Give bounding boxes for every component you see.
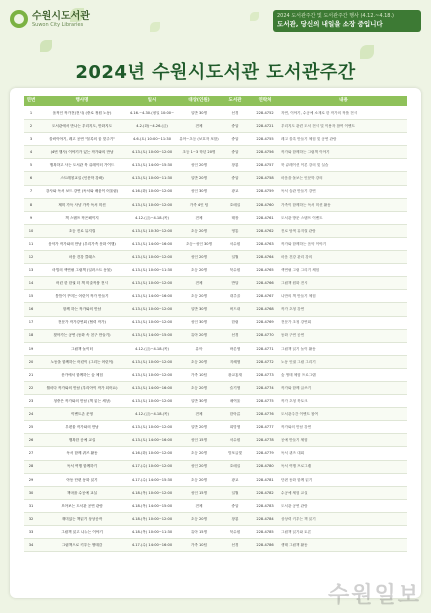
event-target: 초등 20명 bbox=[190, 268, 208, 273]
event-description: 도서관주간 이벤트 참여 bbox=[281, 412, 318, 417]
event-datetime: 4.13.(토) 10:00~12:00 bbox=[131, 281, 173, 286]
event-name: 그림책 읽고 나누는 이야기 bbox=[61, 529, 103, 534]
row-number: 11 bbox=[28, 241, 34, 246]
table-row bbox=[24, 238, 407, 251]
event-library: 북수원 bbox=[229, 529, 241, 534]
event-target: 가족 10팀 bbox=[190, 372, 208, 377]
event-description: 동화 구연 공연 bbox=[281, 333, 305, 338]
table-row bbox=[24, 317, 407, 330]
event-target: 성인 20명 bbox=[190, 254, 208, 259]
event-description: 나만의 책 만들기 체험 bbox=[281, 294, 316, 299]
event-datetime: 4.18.(목) 10:00~12:00 bbox=[131, 490, 173, 495]
event-name: 행복한 공예 교실 bbox=[68, 438, 96, 443]
event-contact: 228-4752 bbox=[256, 110, 274, 115]
event-contact: 228-4762 bbox=[256, 228, 274, 233]
event-datetime: 4.16.~4.30.(평일 10:00~ bbox=[129, 110, 175, 115]
column-header-library: 도서관 bbox=[228, 98, 242, 103]
event-description: 북 큐레이션 이론 강의 및 실습 bbox=[281, 163, 329, 168]
row-number: 30 bbox=[28, 490, 34, 495]
event-target: 성인 30명 bbox=[190, 189, 208, 194]
event-library: 바른샘 bbox=[229, 346, 241, 351]
event-library: 선경 bbox=[231, 333, 239, 338]
event-target: 성인 20명 bbox=[190, 464, 208, 469]
event-description: 작가와의 만남 강연 bbox=[281, 425, 312, 430]
row-number: 34 bbox=[28, 542, 34, 547]
event-name: 제미 가득 사냥 가족 독서 미션 bbox=[58, 202, 106, 207]
event-library: 북수원 bbox=[229, 268, 241, 273]
event-datetime: 4.13.(토) 10:00~11:30 bbox=[131, 268, 173, 273]
event-description: 작가와 함께 글쓰기 bbox=[281, 385, 312, 390]
event-contact: 228-4763 bbox=[256, 241, 274, 246]
event-target: 일반 30명 bbox=[190, 110, 208, 115]
table-row bbox=[24, 212, 407, 225]
event-description: 그림책 읽기 놀이 활동 bbox=[281, 346, 316, 351]
row-number: 23 bbox=[28, 398, 34, 403]
event-contact: 228-4778 bbox=[256, 438, 274, 443]
row-number: 10 bbox=[28, 228, 34, 233]
event-target: 전체 bbox=[195, 123, 203, 128]
event-library: 광교홍재 bbox=[228, 372, 242, 377]
event-description: 마음 건강 관리 강의 bbox=[281, 254, 313, 259]
table-row bbox=[24, 487, 407, 500]
event-contact: 228-4764 bbox=[256, 254, 274, 259]
event-library: 서수원 bbox=[229, 241, 241, 246]
table-row bbox=[24, 303, 407, 316]
event-target: 유아~초등 (보호자 포함) bbox=[179, 137, 219, 142]
column-header-target: 대상(인원) bbox=[188, 98, 210, 103]
logo-subtext: Suwon City Libraries bbox=[32, 21, 84, 28]
event-name: 독서 함께 퀴즈 활동 bbox=[66, 451, 98, 456]
event-name: 마법의 색연필 그림책 (일러스트 동물) bbox=[52, 268, 112, 273]
logo-text: 수원시도서관 bbox=[32, 10, 90, 22]
event-name: 마음 건강 클래스 bbox=[68, 254, 96, 259]
table-row bbox=[24, 447, 407, 460]
event-library: 일월 bbox=[231, 254, 239, 259]
event-datetime: 4.13.(토) 10:00~12:00 bbox=[131, 359, 173, 364]
event-target: 성인 15명 bbox=[190, 490, 208, 495]
event-target: 전체 bbox=[195, 503, 203, 508]
event-name: 움직인 작가전(전시) (중로 정원 노동) bbox=[52, 110, 112, 115]
event-description: 작가 초청 강연 bbox=[281, 307, 305, 312]
event-datetime: 4.13.(토) 10:00~12:00 bbox=[131, 398, 173, 403]
event-description: 작가와 함께하는 음악 이야기 bbox=[281, 241, 327, 246]
row-number: 27 bbox=[28, 451, 34, 456]
event-description: 숲 생태 체험 프로그램 bbox=[281, 372, 316, 377]
event-library: 일월 bbox=[231, 490, 239, 495]
table-row bbox=[24, 264, 407, 277]
column-header-event: 행사명 bbox=[75, 98, 89, 103]
event-contact: 228-4772 bbox=[256, 359, 274, 364]
event-name: 책마을 수공예 교실 bbox=[66, 490, 98, 495]
event-target: 초등 20명 bbox=[190, 516, 208, 521]
row-number: 16 bbox=[28, 307, 34, 312]
column-header-no: 연번 bbox=[26, 98, 36, 103]
event-name: 전문가 작가강연회 (협력 작가) bbox=[58, 320, 106, 325]
event-badge bbox=[273, 10, 421, 32]
event-target: 초등~성인 30명 bbox=[185, 241, 213, 246]
event-contact: 228-4756 bbox=[256, 150, 274, 155]
row-number: 19 bbox=[28, 346, 34, 351]
event-library: 선경 bbox=[231, 542, 239, 547]
event-description: 자연, 이야기, 수공예 소재로 한 작가의 작품 전시 bbox=[281, 110, 358, 115]
row-number: 31 bbox=[28, 503, 34, 508]
row-number: 20 bbox=[28, 359, 34, 364]
event-datetime: 4.16.(화) 10:00~12:00 bbox=[131, 451, 173, 456]
event-library: 한림 bbox=[231, 320, 239, 325]
row-number: 8 bbox=[29, 202, 33, 207]
event-contact: 228-4766 bbox=[256, 281, 274, 286]
event-name: 어린 한 한권 더 책 미술작품 전시 bbox=[56, 281, 108, 286]
event-description: 단편 동화 함께 읽기 bbox=[281, 477, 313, 482]
event-name: 책 스탬프 작은페이지 bbox=[65, 215, 99, 220]
table-row bbox=[24, 199, 407, 212]
table-row bbox=[24, 356, 407, 369]
table-row bbox=[24, 277, 407, 290]
event-library: 중앙 bbox=[231, 176, 239, 181]
event-library: 영통 bbox=[231, 228, 239, 233]
event-target: 초등 20명 bbox=[190, 477, 208, 482]
event-description: 수공예 체험 교실 bbox=[281, 490, 308, 495]
event-target: 가족 4인 팀 bbox=[189, 202, 209, 207]
event-library: 호매실 bbox=[229, 464, 241, 469]
table-row bbox=[24, 107, 407, 120]
event-name: 모아보는 도서관 공연 관람 bbox=[61, 503, 103, 508]
event-datetime: 4.17.(수) 14:00~16:00 bbox=[131, 542, 173, 547]
event-target: 일반 20명 bbox=[190, 176, 208, 181]
event-name: 청중은 작가와의 만남 (책 읽는 세상) bbox=[53, 398, 111, 403]
event-target: 초등 20명 bbox=[190, 294, 208, 299]
row-number: 14 bbox=[28, 281, 34, 286]
event-target: 성인 20명 bbox=[190, 163, 208, 168]
row-number: 21 bbox=[28, 372, 34, 377]
event-datetime: 4.13.(토) 14:00~16:00 bbox=[131, 438, 173, 443]
event-description: 가족이 함께하는 독서 미션 활동 bbox=[281, 202, 331, 207]
event-datetime: 4.13.(토) 10:00~12:00 bbox=[131, 202, 173, 207]
event-name: 재미있는 책읽기 상상공작 bbox=[61, 516, 103, 521]
event-name: 틈틈이 꾸미는 어린이 작가 만들기 bbox=[55, 294, 109, 299]
table-row bbox=[24, 395, 407, 408]
column-header-datetime: 일시 bbox=[147, 98, 157, 103]
event-target: 일반 20명 bbox=[190, 425, 208, 430]
event-contact: 228-4784 bbox=[256, 516, 274, 521]
event-library: 매여울 bbox=[229, 398, 241, 403]
event-datetime: 4.13.(토) 10:00~12:00 bbox=[131, 425, 173, 430]
event-name: 강사와 독서 보드 강연 (독서와 배움이 어울림) bbox=[45, 189, 119, 194]
event-name: (4번 행사) 이야기가 있는 작가와의 만남 bbox=[50, 150, 114, 155]
event-contact: 228-4773 bbox=[256, 372, 274, 377]
event-description: 전문가 초청 강연회 bbox=[281, 320, 312, 325]
event-name: 문가에서 함께하는 숲 체험 bbox=[61, 372, 103, 377]
event-library: 중앙 bbox=[231, 503, 239, 508]
event-library: 호매실 bbox=[229, 202, 241, 207]
event-target: 초등 1~3 학년 20명 bbox=[182, 150, 216, 155]
row-number: 33 bbox=[28, 529, 34, 534]
badge-slogan: 도서관, 당신의 내일을 소장 중입니다 bbox=[277, 20, 383, 28]
event-description: 독서 습관 만들기 강연 bbox=[281, 189, 316, 194]
event-library: 버드내 bbox=[229, 307, 241, 312]
row-number: 12 bbox=[28, 254, 34, 259]
event-contact: 228-4767 bbox=[256, 294, 274, 299]
event-datetime: 4.13.(토) 10:30~12:00 bbox=[131, 228, 173, 233]
event-contact: 228-4760 bbox=[256, 202, 274, 207]
event-description: 상상력 키우는 책 읽기 bbox=[281, 516, 316, 521]
event-target: 초등 20명 bbox=[190, 385, 208, 390]
event-target: 초등 20명 bbox=[190, 228, 208, 233]
table-row bbox=[24, 539, 407, 552]
event-library: 반달 bbox=[231, 281, 239, 286]
event-name: 찾아가는 공연 (동화 속 친구 만들기) bbox=[53, 333, 111, 338]
event-name: 이벤트존 운영 bbox=[71, 412, 93, 417]
event-name: 노동을 함께하는 어린이 (그리는 어린이) bbox=[50, 359, 114, 364]
event-name: 독서 여행 함께하기 bbox=[66, 464, 98, 469]
event-contact: 228-4783 bbox=[256, 503, 274, 508]
event-datetime: 4.13.(토) 14:00~16:00 bbox=[131, 241, 173, 246]
event-datetime: 4.12.(금)~4.18.(목) bbox=[135, 215, 169, 220]
row-number: 28 bbox=[28, 464, 34, 469]
table-row bbox=[24, 343, 407, 356]
row-number: 1 bbox=[29, 110, 33, 115]
event-datetime: 4.12.(금)~4.18.(목) bbox=[135, 412, 169, 417]
table-row bbox=[24, 513, 407, 526]
event-name: 음악가 작가와의 만남 (우리가족 문화 여행) bbox=[48, 241, 116, 246]
event-datetime: 4.13.(토) 10:00~12:00 bbox=[131, 320, 173, 325]
table-row bbox=[24, 474, 407, 487]
event-contact: 228-4776 bbox=[256, 412, 274, 417]
event-target: 초등 20명 bbox=[190, 359, 208, 364]
event-library: 광교 bbox=[231, 189, 239, 194]
event-datetime: 4.13.(토) 10:00~12:00 bbox=[131, 150, 173, 155]
event-target: 전체 bbox=[195, 412, 203, 417]
event-contact: 228-4785 bbox=[256, 529, 274, 534]
event-library: 선경 bbox=[231, 110, 239, 115]
event-contact: 228-4769 bbox=[256, 320, 274, 325]
event-library: 창룡 bbox=[231, 163, 239, 168]
event-description: 진로 탐색 뮤지컬 관람 bbox=[281, 228, 316, 233]
event-contact: 228-4758 bbox=[256, 176, 274, 181]
event-contact: 228-4771 bbox=[256, 346, 274, 351]
event-datetime: 4.18.(목) 10:00~12:00 bbox=[131, 516, 173, 521]
event-target: 유아 20명 bbox=[190, 333, 208, 338]
event-target: 성인 30명 bbox=[190, 320, 208, 325]
event-name: 함께 하는 작가와의 만남 bbox=[62, 307, 102, 312]
event-datetime: 4.12.(금)~4.18.(목) bbox=[135, 346, 169, 351]
event-name: 초등 진로 뮤지컬 bbox=[68, 228, 96, 233]
table-row bbox=[24, 120, 407, 133]
event-contact: 228-4755 bbox=[256, 137, 274, 142]
event-datetime: 4.18.(목) 10:00~11:30 bbox=[131, 529, 173, 534]
event-target: 전체 bbox=[195, 281, 203, 286]
table-row bbox=[24, 251, 407, 264]
row-number: 26 bbox=[28, 438, 34, 443]
event-library: 서수원 bbox=[229, 438, 241, 443]
event-library: 대추골 bbox=[229, 294, 241, 299]
row-number: 3 bbox=[29, 137, 33, 142]
event-contact: 228-4779 bbox=[256, 451, 274, 456]
event-contact: 228-4780 bbox=[256, 464, 274, 469]
row-number: 29 bbox=[28, 477, 34, 482]
row-number: 17 bbox=[28, 320, 34, 325]
event-description: 독서 퀴즈 대회 bbox=[281, 451, 305, 456]
event-name: 도서관에서 만나는 우리지도, 만화지도 bbox=[51, 123, 113, 128]
event-library: 한아름 bbox=[229, 412, 241, 417]
schedule-card bbox=[10, 88, 421, 598]
event-contact: 228-4759 bbox=[256, 189, 274, 194]
row-number: 5 bbox=[29, 163, 33, 168]
event-name: 행복하고 사는 도서관 북 큐레이터 가이드 bbox=[49, 163, 115, 168]
event-description: 작가와 함께하는 그림책 이야기 bbox=[281, 150, 330, 155]
event-target: 일반 30명 bbox=[190, 307, 208, 312]
event-datetime: 4.17.(수) 10:00~12:00 bbox=[131, 464, 173, 469]
event-contact: 228-4768 bbox=[256, 307, 274, 312]
library-logo bbox=[10, 10, 90, 28]
event-datetime: 4.6.(토) 10:00~11:30 bbox=[133, 137, 171, 142]
event-library: 희망샘 bbox=[229, 425, 241, 430]
event-name: 우편물 작가와의 만남 bbox=[65, 425, 99, 430]
table-row bbox=[24, 225, 407, 238]
event-name: 아동 단편 동화 읽기 bbox=[66, 477, 98, 482]
table-row bbox=[24, 172, 407, 185]
table-row bbox=[24, 434, 407, 447]
page-title: 2024년 수원시도서관 도서관주간 bbox=[75, 62, 356, 83]
event-library: 중앙 bbox=[231, 123, 239, 128]
table-row bbox=[24, 369, 407, 382]
row-number: 15 bbox=[28, 294, 34, 299]
logo-icon bbox=[10, 10, 28, 28]
event-datetime: 4.13.(토) 10:00~12:00 bbox=[131, 254, 173, 259]
event-datetime: 4.13.(토) 10:00~11:30 bbox=[131, 176, 173, 181]
table-row bbox=[24, 146, 407, 159]
event-datetime: 4.13.(토) 10:00~12:00 bbox=[131, 372, 173, 377]
event-target: 전체 bbox=[195, 215, 203, 220]
event-target: 유아 15명 bbox=[190, 529, 208, 534]
event-description: 우리지도 관련 도서 전시 및 이용자 참여 이벤트 bbox=[281, 123, 355, 128]
table-row bbox=[24, 290, 407, 303]
event-library: 태장 bbox=[231, 215, 239, 220]
event-contact: 228-4761 bbox=[256, 215, 274, 220]
event-target: 가족 10팀 bbox=[190, 542, 208, 547]
event-library: 중앙 bbox=[231, 150, 239, 155]
event-library: 중앙 bbox=[231, 137, 239, 142]
event-target: 초등 20명 bbox=[190, 451, 208, 456]
table-row bbox=[24, 330, 407, 343]
table-row bbox=[24, 133, 407, 146]
event-description: 공예 만들기 체험 bbox=[281, 438, 308, 443]
row-number: 2 bbox=[29, 123, 33, 128]
event-contact: 228-4770 bbox=[256, 333, 274, 338]
row-number: 25 bbox=[28, 425, 34, 430]
row-number: 7 bbox=[29, 189, 33, 194]
row-number: 32 bbox=[28, 516, 34, 521]
event-datetime: 4.13.(토) 14:00~16:00 bbox=[131, 385, 173, 390]
table-header bbox=[24, 96, 407, 106]
event-datetime: 4.18.(목) 14:00~15:00 bbox=[131, 503, 173, 508]
table-row bbox=[24, 186, 407, 199]
event-datetime: 4.2.(화)~4.26.(금) bbox=[136, 123, 168, 128]
event-name: 그림책으로 키우는 생태감 bbox=[61, 542, 103, 547]
header bbox=[0, 0, 431, 100]
event-name: 월마다 작가와의 만남 (우리아이 작가 되어요) bbox=[46, 385, 118, 390]
event-description: 그림책 원화 전시 bbox=[281, 281, 308, 286]
table-row bbox=[24, 500, 407, 513]
event-description: 작가 초청 북토크 bbox=[281, 398, 308, 403]
event-datetime: 4.16.(화) 10:00~12:00 bbox=[131, 189, 173, 194]
event-name: 블럭이야기, 레고 공연 "블록의 꿈 맞주기" bbox=[49, 137, 115, 142]
event-contact: 228-4781 bbox=[256, 477, 274, 482]
event-datetime: 4.13.(토) 14:00~15:00 bbox=[131, 333, 173, 338]
event-description: 노동 인권 그림 그리기 bbox=[281, 359, 316, 364]
row-number: 4 bbox=[29, 150, 33, 155]
event-contact: 228-4777 bbox=[256, 425, 274, 430]
row-number: 6 bbox=[29, 176, 33, 181]
event-contact: 228-4782 bbox=[256, 490, 274, 495]
event-contact: 228-4775 bbox=[256, 398, 274, 403]
event-description: 독서 여행 프로그램 bbox=[281, 464, 312, 469]
event-library: 슬기샘 bbox=[229, 385, 241, 390]
event-datetime: 4.13.(토) 10:00~12:00 bbox=[131, 307, 173, 312]
watermark-text: 수원일보 bbox=[327, 583, 421, 608]
event-name: 스트레칭교실 (인문학 강좌) bbox=[60, 176, 104, 181]
row-number: 24 bbox=[28, 412, 34, 417]
event-description: 레고 블록 만들기 체험 및 공연 관람 bbox=[281, 137, 337, 142]
row-number: 18 bbox=[28, 333, 34, 338]
event-contact: 228-4757 bbox=[256, 163, 274, 168]
table-body bbox=[24, 107, 407, 552]
event-description: 생태 그림책 활동 bbox=[281, 542, 308, 547]
event-description: 그림책 읽기와 토론 bbox=[281, 529, 312, 534]
event-library: 창룡 bbox=[231, 516, 239, 521]
event-datetime: 4.13.(토) 14:00~16:00 bbox=[131, 294, 173, 299]
event-library: 지혜샘 bbox=[229, 359, 241, 364]
table-row bbox=[24, 421, 407, 434]
event-description: 마음을 돌보는 인문학 강의 bbox=[281, 176, 323, 181]
table-row bbox=[24, 382, 407, 395]
row-number: 22 bbox=[28, 385, 34, 390]
row-number: 13 bbox=[28, 268, 34, 273]
table-row bbox=[24, 461, 407, 474]
event-contact: 228-4765 bbox=[256, 268, 274, 273]
event-datetime: 4.13.(토) 14:00~15:30 bbox=[131, 163, 173, 168]
event-description: 색연필 그림 그리기 체험 bbox=[281, 268, 320, 273]
event-target: 일반 30명 bbox=[190, 398, 208, 403]
event-target: 유아 bbox=[195, 346, 203, 351]
table-row bbox=[24, 526, 407, 539]
column-header-content: 내용 bbox=[339, 98, 348, 103]
badge-period: 2024 도서관주간 및 도서관주간 행사 (4.12.~4.18.) bbox=[277, 13, 394, 19]
event-contact: 228-4721 bbox=[256, 123, 274, 128]
table-row bbox=[24, 408, 407, 421]
row-number: 9 bbox=[29, 215, 33, 220]
event-library: 광교 bbox=[231, 477, 239, 482]
column-header-contact: 연락처 bbox=[258, 98, 272, 103]
event-name: 그림책 놀이터 bbox=[71, 346, 93, 351]
event-description: 도서관 공연 관람 bbox=[281, 503, 308, 508]
event-contact: 228-4774 bbox=[256, 385, 274, 390]
event-target: 성인 15명 bbox=[190, 438, 208, 443]
table-row bbox=[24, 159, 407, 172]
event-datetime: 4.17.(수) 14:00~15:30 bbox=[131, 477, 173, 482]
event-library: 망포글빛 bbox=[228, 451, 242, 456]
event-description: 도서관 방문 스탬프 이벤트 bbox=[281, 215, 323, 220]
event-contact: 228-4786 bbox=[256, 542, 274, 547]
